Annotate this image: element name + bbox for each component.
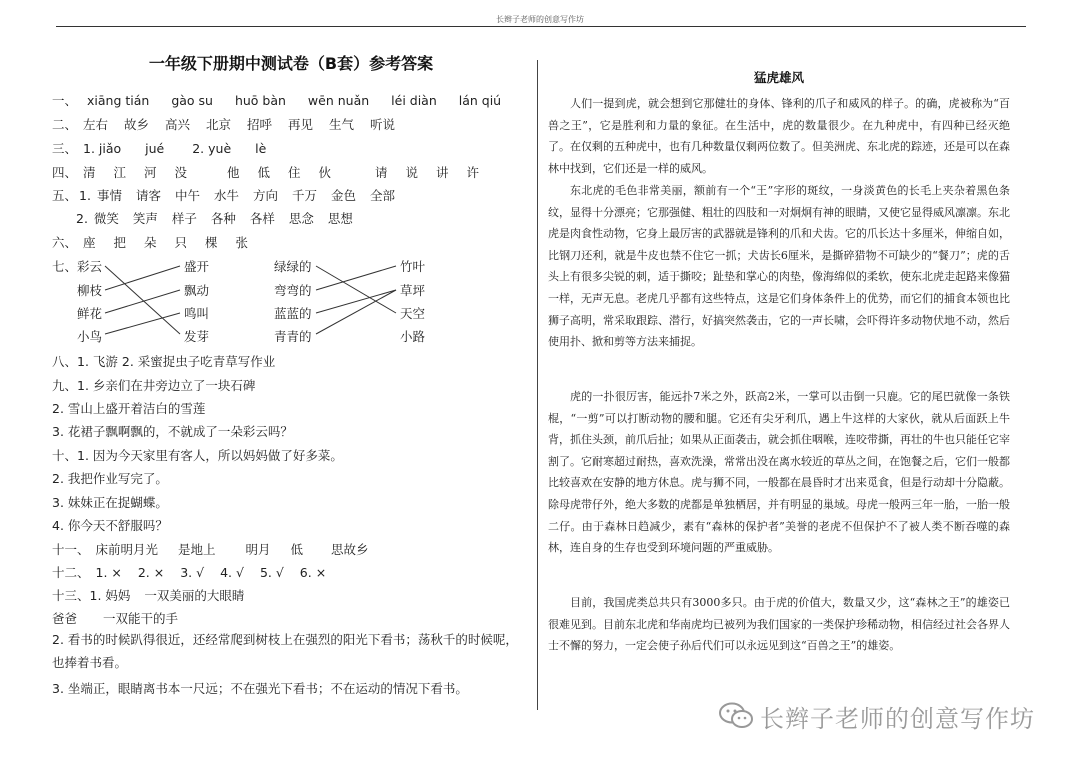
q6-line: 六、 座 把 朵 只 棵 张	[52, 235, 249, 250]
match-line-5	[316, 266, 396, 313]
q10-line-2: 2. 我把作业写完了。	[52, 471, 168, 486]
match-line-6	[316, 266, 396, 290]
match-line-8	[316, 290, 396, 334]
q13-answer-2: 2. 看书的时候趴得很近，还经常爬到树枝上在强烈的阳光下看书；荡秋千的时候呢，也捧着书看。	[52, 632, 518, 670]
match-right-2: 草坪	[400, 283, 426, 298]
match-left-3: 鲜花	[77, 306, 103, 321]
answer-key-title: 一年级下册期中测试卷（B套）参考答案	[148, 54, 434, 73]
story-paragraph-1: 人们一提到虎，就会想到它那健壮的身体、锋利的爪子和威风的样子。的确，虎被称为“百兽之王”，它是胜利和力量的象征。在生活中，虎的数量很少。在九种虎中，有四种已经灭绝了。在仅剩的五种虎中，也有几种数量仅剩两位数了。但美洲虎、东北虎的踪迹，还是可以在森林中找到，它们还是一样的威风。	[548, 97, 1010, 175]
q1-line: 一、 xiāng tián gào su huō bàn wēn nuǎn léi diàn lán qiú	[52, 93, 502, 108]
q4-line: 四、 清 江 河 没 他 低 住 伙 请 说 讲 许	[52, 165, 480, 180]
q5-line-a: 五、 1. 事情 请客 中午 水牛 方向 千万 金色 全部	[52, 188, 395, 203]
q7-number: 七、	[52, 259, 78, 274]
match-mid-1: 盛开	[184, 259, 210, 274]
q10-line-4: 4. 你今天不舒服吗？	[52, 518, 168, 533]
q13-line-1: 十三、1. 妈妈 一双美丽的大眼睛	[52, 588, 245, 603]
match-adj-3: 蓝蓝的	[274, 306, 312, 321]
match-mid-2: 飘动	[184, 283, 210, 298]
q8-line: 八、1. 飞游 2. 采蜜捉虫子吃青草写作业	[52, 354, 276, 369]
match-left-2: 柳枝	[77, 283, 103, 298]
q9-line-3: 3. 花裙子飘啊飘的，不就成了一朵彩云吗？	[52, 424, 293, 439]
match-mid-4: 发芽	[184, 329, 210, 344]
q3-line: 三、 1. jiǎo jué 2. yuè lè	[52, 141, 267, 156]
match-line-1	[105, 266, 180, 334]
q10-line-3: 3. 妹妹正在捉蝴蝶。	[52, 495, 168, 510]
match-right-4: 小路	[400, 329, 426, 344]
watermark	[718, 694, 1035, 738]
q9-line-2: 2. 雪山上盛开着洁白的雪莲	[52, 401, 206, 416]
match-right-3: 天空	[400, 306, 426, 321]
watermark-text: 长辫子老师的创意写作坊	[760, 704, 1035, 733]
column-divider	[537, 60, 538, 710]
match-line-2	[105, 266, 180, 290]
match-adj-2: 弯弯的	[274, 283, 312, 298]
page-header: 长辫子老师的创意写作坊	[496, 15, 584, 24]
q5-line-b: 2. 微笑 笑声 样子 各种 各样 思念 思想	[76, 211, 353, 226]
story-paragraph-3: 虎的一扑很厉害，能远扑7米之外，跃高2米，一掌可以击倒一只鹿。它的尾巴就像一条铁棍，“一剪”可以打断动物的腰和腿。它还有尖牙利爪，遇上牛这样的大家伙，就从后面跃上牛背，抓住头颈，前爪后扯；如果从正面袭击，就会抓住咽喉，连咬带撕，再壮的牛也只能任它宰割了。它耐寒超过耐热，喜欢洗澡，常常出没在离水较近的草丛之间，在饱餐之后，它们一般都比较喜欢在安静的地方休息。虎与狮不同，一般都在晨昏时才出来觅食，但是行动却十分隐蔽。除母虎带仔外，绝大多数的虎都是单独栖居，并有明显的巢域。母虎一般两三年一胎，一胎一般二仔。由于森林日趋减少，素有“森林的保护者”美誉的老虎不但保护不了被人类不断吞噬的森林，连自身的生存也受到环境问题的严重威胁。	[548, 390, 1010, 555]
match-right-1: 竹叶	[400, 259, 426, 274]
header-rule	[56, 26, 1026, 27]
story-paragraph-4: 目前，我国虎类总共只有3000多只。由于虎的价值大，数量又少，这“森林之王”的雄姿已很难见到。目前东北虎和华南虎均已被列为我们国家的一类保护珍稀动物，相信经过社会各界人士不懈的努力，一定会使子孙后代们可以永远见到这“百兽之王”的雄姿。	[548, 596, 1010, 653]
match-adj-4: 青青的	[274, 329, 312, 344]
match-left-4: 小鸟	[77, 329, 103, 344]
match-line-7	[316, 290, 396, 313]
q9-line-1: 九、1. 乡亲们在井旁边立了一块石碑	[52, 378, 256, 393]
match-adj-1: 绿绿的	[274, 259, 312, 274]
wechat-icon	[718, 701, 754, 731]
match-left-1: 彩云	[77, 259, 103, 274]
match-line-4	[105, 313, 180, 334]
q13-answer-3: 3. 坐端正，眼睛离书本一尺远；不在强光下看书；不在运动的情况下看书。	[52, 681, 468, 696]
q2-line: 二、 左右 故乡 高兴 北京 招呼 再见 生气 听说	[52, 117, 396, 132]
match-line-3	[105, 290, 180, 313]
q13-line-2: 爸爸 一双能干的手	[52, 611, 179, 626]
q10-line-1: 十、1. 因为今天家里有客人，所以妈妈做了好多菜。	[52, 448, 343, 463]
story-paragraph-2: 东北虎的毛色非常美丽，额前有一个“王”字形的斑纹，一身淡黄色的长毛上夹杂着黑色条纹，显得十分漂亮；它那强健、粗壮的四肢和一对炯炯有神的眼睛，又使它显得威风凛凛。东北虎是肉食性动物，它身上最厉害的武器就是锋利的爪和犬齿。它的爪长达十多厘米，伸缩自如，比钢刀还利，就是牛皮也禁不住它一抓；犬齿长6厘米，是撕碎猎物不可缺少的“餐刀”；虎的舌头上有很多尖锐的刺，适于撕咬；趾垫和掌心的肉垫，像海绵似的柔软，使东北虎走起路来像猫一样，无声无息。老虎几乎都有这些特点，这是它们身体条件上的优势，而它们的捕食本领也比狮子高明，常采取跟踪、潜行，好搞突然袭击，它的一声长啸，会吓得许多动物伏地不动，然后使用扑、掀和剪等方法来捕捉。	[548, 184, 1010, 349]
q12-line: 十二、 1. × 2. × 3. √ 4. √ 5. √ 6. ×	[52, 565, 327, 580]
match-mid-3: 鸣叫	[184, 306, 210, 321]
q11-line: 十一、 床前明月光 是地上 明月 低 思故乡	[52, 542, 369, 557]
story-title: 猛虎雄风	[753, 70, 804, 85]
